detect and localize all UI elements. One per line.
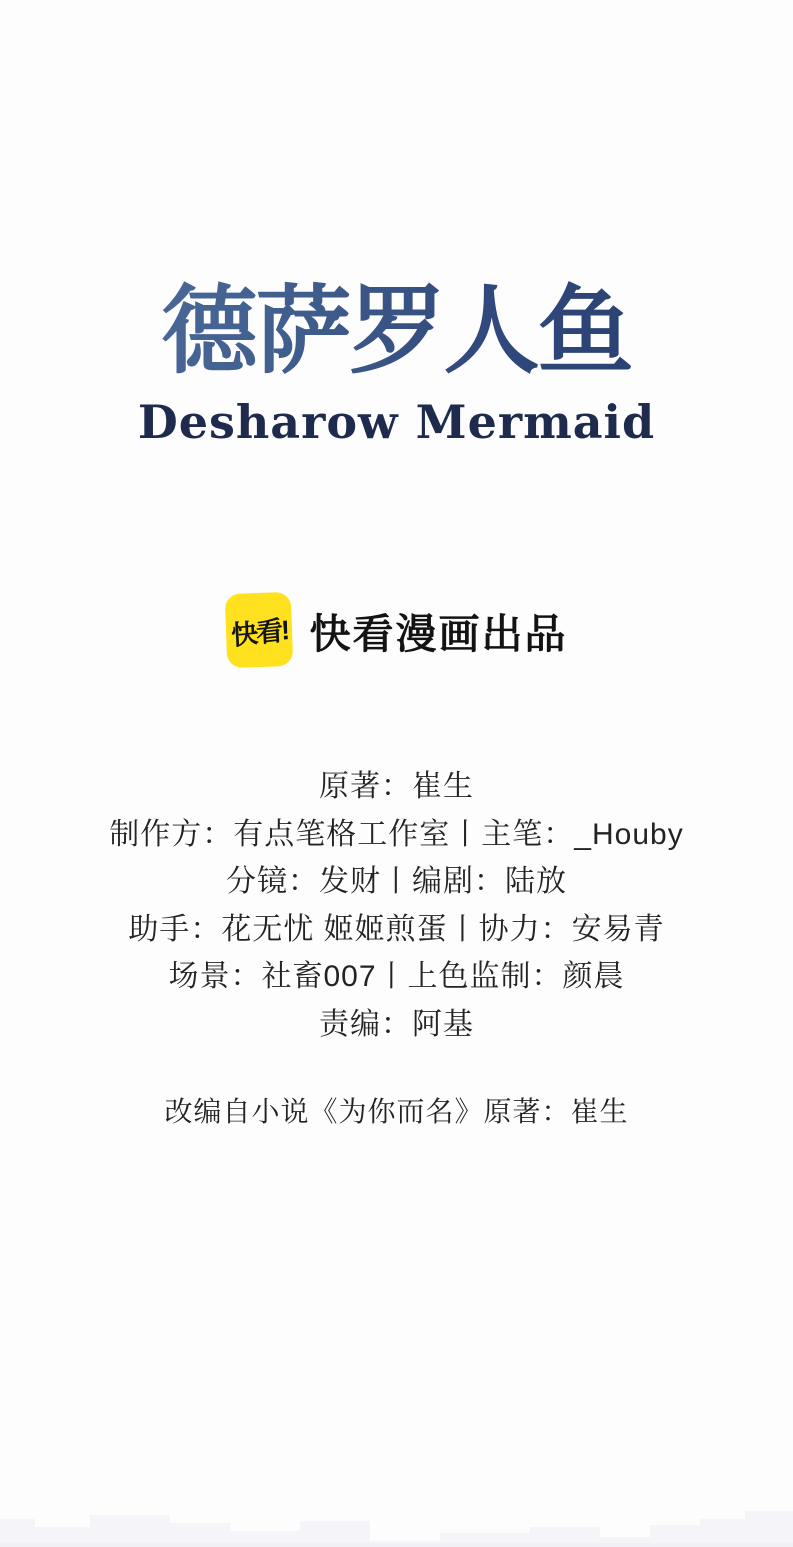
credit-line-editor: 责编：阿基 <box>319 1007 474 1041</box>
credit-line-production: 制作方：有点笔格工作室丨主笔：_Houby <box>109 817 684 851</box>
series-title-english: Desharow Mermaid <box>137 395 656 449</box>
next-panel-skyline-silhouette <box>0 1497 793 1547</box>
publisher-row <box>0 592 793 668</box>
credit-line-assistants: 助手：花无忧 姬姬煎蛋丨协力：安易青 <box>128 912 665 946</box>
credits-block <box>0 763 793 1048</box>
kuaikan-logo-icon <box>224 592 293 668</box>
publisher-label: 快看漫画出品 <box>309 610 568 657</box>
adaptation-note: 改编自小说《为你而名》原著：崔生 <box>164 1096 629 1127</box>
credit-line-scene-coloring: 场景：社畜007丨上色监制：颜晨 <box>168 960 625 993</box>
series-title-chinese: 德萨罗人鱼 <box>0 272 793 390</box>
credit-line-storyboard: 分镜：发财丨编剧：陆放 <box>226 865 567 898</box>
kuaikan-logo-text: 快看! <box>229 614 288 651</box>
credit-line-original-author: 原著：崔生 <box>319 770 474 803</box>
